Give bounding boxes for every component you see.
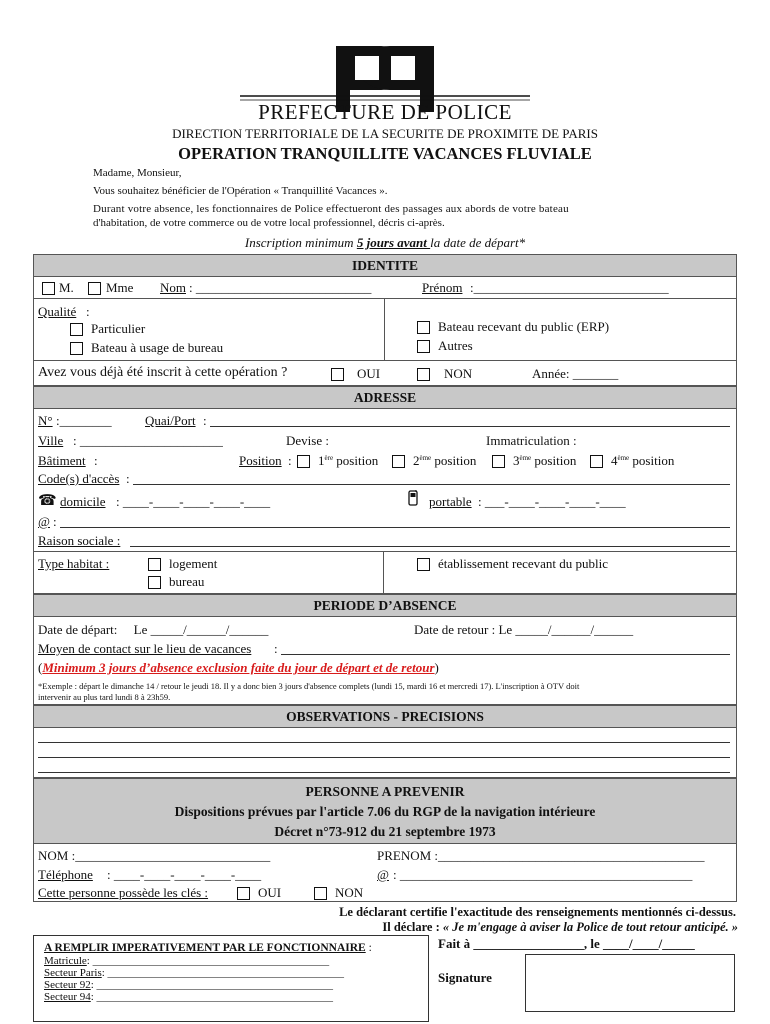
identite-name-row bbox=[33, 277, 737, 299]
checkbox-position-3[interactable] bbox=[492, 455, 505, 468]
fonctionnaire-title-colon: : bbox=[368, 942, 372, 954]
contact-colon: : bbox=[274, 641, 278, 656]
label-ville: Ville bbox=[38, 433, 64, 448]
checkbox-autres[interactable] bbox=[417, 340, 430, 353]
declaration-quote: « Je m'engage à aviser la Police de tout retour anticipé. » bbox=[442, 920, 738, 934]
date-retour-field[interactable]: Date de retour : Le _____/______/______ bbox=[414, 622, 634, 637]
label-secteur-92: Secteur 92 bbox=[44, 979, 91, 991]
label-numero: N° bbox=[38, 413, 53, 428]
email-field[interactable] bbox=[60, 527, 730, 528]
form-title: OPERATION TRANQUILLITE VACANCES FLUVIALE bbox=[178, 144, 592, 163]
personne-nom-field[interactable]: NOM :______________________________ bbox=[38, 848, 271, 863]
fonctionnaire-title-row bbox=[44, 942, 428, 954]
label-inscrit-non: NON bbox=[444, 366, 473, 381]
section-personne bbox=[33, 778, 737, 844]
domicile-field[interactable]: : ____-____-____-____-____ bbox=[116, 494, 271, 509]
checkbox-position-1[interactable] bbox=[297, 455, 310, 468]
secteur-92-field[interactable]: : ___________________________________________ bbox=[90, 979, 334, 991]
section-adresse: ADRESSE bbox=[33, 386, 737, 409]
adresse-divider bbox=[33, 551, 737, 552]
position-4-number: 4 bbox=[611, 453, 618, 468]
secteur-94-row bbox=[44, 991, 428, 1003]
intro-line-1: Vous souhaitez bénéficier de l'Opération « Tranquillité Vacances ». bbox=[93, 185, 388, 197]
identite-qualite-row bbox=[33, 299, 737, 361]
identite-inscrit-row bbox=[33, 361, 737, 386]
numero-field[interactable]: :________ bbox=[56, 413, 112, 428]
label-devise: Devise : bbox=[286, 433, 329, 448]
checkbox-mme[interactable] bbox=[88, 282, 101, 295]
label-cles: Cette personne possède les clés : bbox=[38, 885, 209, 900]
label-erp: Bateau recevant du public (ERP) bbox=[438, 319, 610, 334]
direction-title: DIRECTION TERRITORIALE DE LA SECURITE DE PROXIMITE DE PARIS bbox=[172, 126, 598, 141]
secteur-94-field[interactable]: : ___________________________________________ bbox=[90, 991, 334, 1003]
minimum-text: Minimum 3 jours d’absence exclusion faite du jour de départ et de retour bbox=[42, 660, 435, 675]
checkbox-inscrit-oui[interactable] bbox=[331, 368, 344, 381]
position-2-number: 2 bbox=[413, 453, 420, 468]
notice-part-1: Inscription minimum bbox=[244, 235, 357, 250]
position-3-word: position bbox=[534, 453, 577, 468]
checkbox-m[interactable] bbox=[42, 282, 55, 295]
label-portable: portable bbox=[429, 494, 472, 509]
label-personne-telephone: Téléphone bbox=[38, 867, 93, 882]
prefecture-logo bbox=[240, 34, 530, 124]
personne-dispositions: Dispositions prévues par l'article 7.06 du RGP de la navigation intérieure bbox=[174, 804, 596, 819]
label-cles-oui: OUI bbox=[258, 885, 282, 900]
position-3-number: 3 bbox=[513, 453, 520, 468]
matricule-row bbox=[44, 955, 428, 967]
label-immatriculation: Immatriculation : bbox=[486, 433, 577, 448]
fonctionnaire-box bbox=[33, 935, 429, 1022]
notice-part-2: 5 jours avant bbox=[356, 235, 431, 250]
inscrit-question: Avez vous déjà été inscrit à cette opération ? bbox=[38, 365, 288, 380]
position-1-word: position bbox=[336, 453, 379, 468]
checkbox-position-4[interactable] bbox=[590, 455, 603, 468]
declaration-text bbox=[200, 920, 738, 935]
label-batiment: Bâtiment bbox=[38, 453, 86, 468]
fonctionnaire-title: A REMPLIR IMPERATIVEMENT PAR LE FONCTIONNAIRE bbox=[44, 942, 366, 954]
qualite-divider bbox=[384, 299, 385, 360]
label-quai: Quai/Port bbox=[145, 413, 196, 428]
label-position: Position bbox=[239, 453, 282, 468]
checkbox-cles-non[interactable] bbox=[314, 887, 327, 900]
codes-field[interactable] bbox=[133, 484, 730, 485]
observations-block bbox=[33, 728, 737, 778]
label-qualite: Qualité bbox=[38, 304, 77, 319]
annee-field[interactable]: Année: _______ bbox=[532, 366, 619, 381]
label-secteur-paris: Secteur Paris bbox=[44, 967, 102, 979]
section-identite: IDENTITE bbox=[33, 254, 737, 277]
fait-a-field[interactable]: Fait à _________________, le ____/____/_____ bbox=[438, 936, 695, 951]
mobile-phone-svg bbox=[407, 490, 419, 506]
quai-field[interactable] bbox=[210, 426, 730, 427]
label-email: @ bbox=[38, 514, 50, 529]
observations-line-2[interactable] bbox=[38, 757, 730, 758]
label-secteur-94: Secteur 94 bbox=[44, 991, 91, 1003]
checkbox-position-2[interactable] bbox=[392, 455, 405, 468]
position-4-sup: ème bbox=[617, 454, 630, 462]
greeting: Madame, Monsieur, bbox=[93, 167, 182, 179]
label-type-habitat: Type habitat : bbox=[38, 556, 110, 571]
label-mme: Mme bbox=[106, 280, 134, 295]
label-logement: logement bbox=[169, 556, 218, 571]
certification-text: Le déclarant certifie l'exactitude des renseignements mentionnés ci-dessus. bbox=[339, 905, 736, 919]
inscription-notice bbox=[0, 235, 770, 251]
position-2-word: position bbox=[434, 453, 477, 468]
section-observations: OBSERVATIONS - PRECISIONS bbox=[33, 705, 737, 728]
label-position-3 bbox=[513, 453, 576, 469]
personne-telephone-field[interactable]: : ____-____-____-____-____ bbox=[107, 867, 262, 882]
habitat-divider bbox=[383, 551, 384, 594]
label-personne-email: @ bbox=[377, 867, 389, 882]
label-matricule: Matricule bbox=[44, 955, 87, 967]
position-2-sup: ème bbox=[419, 454, 432, 462]
matricule-field[interactable]: : ___________________________________________ bbox=[86, 955, 330, 967]
secteur-92-row bbox=[44, 979, 428, 991]
checkbox-logement[interactable] bbox=[148, 558, 161, 571]
intro-line-2: Durant votre absence, les fonctionnaires de Police effectueront des passages aux abords de votre bateau bbox=[93, 203, 569, 215]
label-contact: Moyen de contact sur le lieu de vacances bbox=[38, 641, 252, 656]
portable-field[interactable]: : ___-____-____-____-____ bbox=[478, 494, 626, 509]
label-bateau-bureau: Bateau à usage de bureau bbox=[91, 340, 224, 355]
signature-box[interactable] bbox=[525, 954, 735, 1012]
mobile-phone-icon bbox=[407, 490, 419, 510]
position-1-number: 1 bbox=[318, 453, 325, 468]
checkbox-particulier[interactable] bbox=[70, 323, 83, 336]
example-line-2: intervenir au plus tard lundi 8 à 23h59. bbox=[38, 692, 171, 702]
label-codes: Code(s) d'accès bbox=[38, 471, 120, 486]
personne-email-field[interactable]: : _____________________________________________ bbox=[393, 867, 693, 882]
label-inscrit-oui: OUI bbox=[357, 366, 381, 381]
label-cles-non: NON bbox=[335, 885, 364, 900]
quai-colon: : bbox=[203, 413, 207, 428]
personne-prenom-field[interactable]: PRENOM :_________________________________________ bbox=[377, 848, 705, 863]
declaration-prefix: Il déclare : bbox=[382, 920, 443, 934]
email-colon: : bbox=[53, 514, 57, 529]
date-depart-field[interactable]: Date de départ: Le _____/______/______ bbox=[38, 622, 269, 637]
label-position-4 bbox=[611, 453, 674, 469]
label-nom: Nom bbox=[160, 280, 186, 295]
checkbox-cles-oui[interactable] bbox=[237, 887, 250, 900]
checkbox-etablissement[interactable] bbox=[417, 558, 430, 571]
label-prenom: Prénom bbox=[422, 280, 463, 295]
phone-icon: ☎ bbox=[38, 493, 57, 509]
qualite-colon: : bbox=[86, 304, 90, 319]
minimum-notice bbox=[38, 660, 439, 676]
label-m: M. bbox=[59, 280, 74, 295]
label-position-2 bbox=[413, 453, 476, 469]
contact-field[interactable] bbox=[281, 654, 730, 655]
label-signature: Signature bbox=[438, 970, 492, 985]
observations-line-3[interactable] bbox=[38, 772, 730, 773]
personne-decret: Décret n°73-912 du 21 septembre 1973 bbox=[274, 824, 496, 839]
minimum-paren-open: ( bbox=[38, 660, 43, 675]
section-periode: PERIODE D’ABSENCE bbox=[33, 594, 737, 617]
batiment-colon: : bbox=[94, 453, 98, 468]
notice-part-3: la date de départ* bbox=[430, 235, 526, 250]
checkbox-inscrit-non[interactable] bbox=[417, 368, 430, 381]
ville-field[interactable]: : ______________________ bbox=[73, 433, 223, 448]
minimum-paren-close: ) bbox=[434, 660, 439, 675]
position-1-sup: ère bbox=[324, 454, 334, 462]
checkbox-bureau[interactable] bbox=[148, 576, 161, 589]
label-domicile: domicile bbox=[60, 494, 106, 509]
secteur-paris-field[interactable]: : ___________________________________________ bbox=[101, 967, 345, 979]
position-4-word: position bbox=[632, 453, 675, 468]
raison-sociale-field[interactable] bbox=[130, 546, 730, 547]
position-colon: : bbox=[288, 453, 292, 468]
checkbox-erp[interactable] bbox=[417, 321, 430, 334]
checkbox-bateau-bureau[interactable] bbox=[70, 342, 83, 355]
example-line-1: *Exemple : départ le dimanche 14 / retour le jeudi 18. Il y a donc bien 3 jours d'absence complets (lundi 15, mardi 16 et mercredi 17). L'inscription à OTV doit bbox=[38, 681, 580, 691]
position-3-sup: ème bbox=[519, 454, 532, 462]
label-bureau: bureau bbox=[169, 574, 205, 589]
label-raison-sociale: Raison sociale : bbox=[38, 533, 121, 548]
observations-line-1[interactable] bbox=[38, 742, 730, 743]
label-position-1 bbox=[318, 453, 378, 469]
label-etablissement: établissement recevant du public bbox=[438, 556, 609, 571]
secteur-paris-row bbox=[44, 967, 428, 979]
intro-line-3: d'habitation, de votre commerce ou de votre local professionnel, décris ci-après. bbox=[93, 217, 445, 229]
codes-colon: : bbox=[126, 471, 130, 486]
nom-field[interactable]: : ___________________________ bbox=[189, 280, 372, 295]
label-particulier: Particulier bbox=[91, 321, 146, 336]
personne-title: PERSONNE A PREVENIR bbox=[305, 784, 465, 799]
prenom-field[interactable]: :______________________________ bbox=[470, 280, 669, 295]
logo-text: PREFECTURE DE POLICE bbox=[258, 100, 512, 124]
label-autres: Autres bbox=[438, 338, 473, 353]
